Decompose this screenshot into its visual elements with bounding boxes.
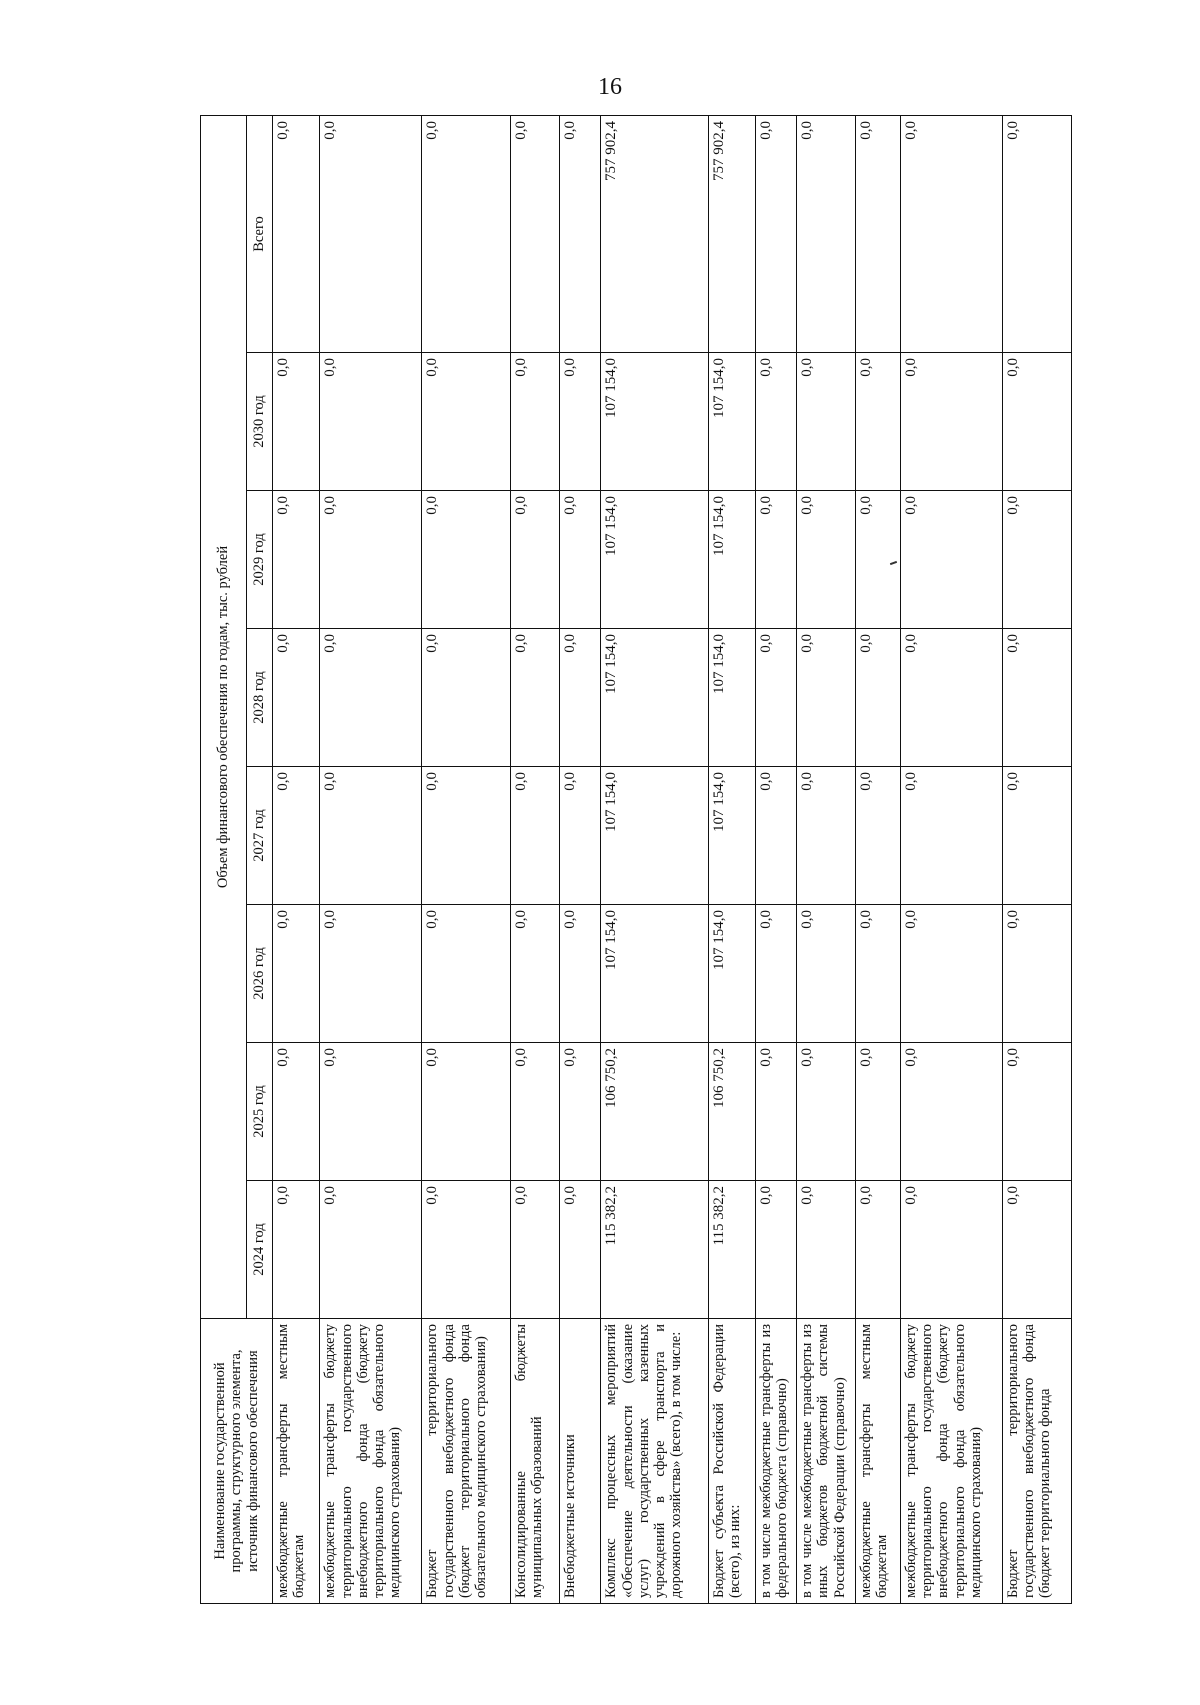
value-cell: 0,0: [422, 115, 511, 352]
value-cell: 107 154,0: [708, 353, 755, 491]
value-cell: 106 750,2: [708, 1043, 755, 1181]
table-row: [320, 115, 422, 1603]
value-cell: 0,0: [1002, 1181, 1071, 1319]
value-cell: 107 154,0: [601, 629, 708, 767]
row-label: Бюджет субъекта Российской Федерации (всего), из них:: [708, 1319, 755, 1604]
value-cell: 0,0: [855, 767, 900, 905]
value-cell: 0,0: [560, 491, 601, 629]
value-cell: 0,0: [855, 1181, 900, 1319]
value-cell: 0,0: [1002, 491, 1071, 629]
table-row: [273, 115, 320, 1603]
row-label: в том числе межбюджетные трансферты из федерального бюджета (справочно): [755, 1319, 796, 1604]
value-cell: 107 154,0: [708, 767, 755, 905]
value-cell: 107 154,0: [708, 905, 755, 1043]
value-cell: 0,0: [422, 353, 511, 491]
value-cell: 0,0: [755, 629, 796, 767]
table-body: [273, 115, 1072, 1603]
value-cell: 0,0: [797, 115, 856, 352]
value-cell: 0,0: [560, 353, 601, 491]
value-cell: 0,0: [855, 905, 900, 1043]
value-cell: 0,0: [320, 905, 422, 1043]
row-label: Консолидированные бюджеты муниципальных образований: [510, 1319, 559, 1604]
value-cell: 107 154,0: [601, 767, 708, 905]
value-cell: 0,0: [320, 491, 422, 629]
header-name: Наименование государственной программы, структурного элемента, источник финансового обеспечения: [201, 1319, 273, 1604]
row-label: межбюджетные трансферты местным бюджетам: [273, 1319, 320, 1604]
value-cell: 757 902,4: [708, 115, 755, 352]
value-cell: 0,0: [273, 905, 320, 1043]
value-cell: 0,0: [273, 1181, 320, 1319]
value-cell: 0,0: [510, 115, 559, 352]
value-cell: 0,0: [755, 491, 796, 629]
value-cell: 0,0: [755, 1181, 796, 1319]
value-cell: 0,0: [797, 1043, 856, 1181]
value-cell: 0,0: [422, 1181, 511, 1319]
value-cell: 0,0: [510, 905, 559, 1043]
value-cell: 0,0: [560, 115, 601, 352]
value-cell: 0,0: [320, 629, 422, 767]
value-cell: 107 154,0: [708, 491, 755, 629]
col-header-2024: 2024 год: [247, 1181, 273, 1319]
value-cell: 107 154,0: [601, 905, 708, 1043]
value-cell: 0,0: [320, 767, 422, 905]
value-cell: 0,0: [755, 905, 796, 1043]
value-cell: 0,0: [422, 1043, 511, 1181]
value-cell: 0,0: [855, 1043, 900, 1181]
value-cell: 0,0: [901, 1043, 1003, 1181]
value-cell: 107 154,0: [601, 491, 708, 629]
table-row: [422, 115, 511, 1603]
value-cell: 0,0: [1002, 1043, 1071, 1181]
value-cell: 0,0: [901, 353, 1003, 491]
row-label: Бюджет территориального государственного внебюджетного фонда (бюджет территориального фонда: [1002, 1319, 1071, 1604]
value-cell: 0,0: [755, 767, 796, 905]
value-cell: 0,0: [273, 491, 320, 629]
value-cell: 0,0: [797, 1181, 856, 1319]
col-header-2030: 2030 год: [247, 353, 273, 491]
value-cell: 0,0: [855, 629, 900, 767]
value-cell: 0,0: [320, 115, 422, 352]
value-cell: 0,0: [273, 115, 320, 352]
value-cell: 0,0: [422, 491, 511, 629]
table-row: [797, 115, 856, 1603]
value-cell: 115 382,2: [708, 1181, 755, 1319]
value-cell: 0,0: [901, 629, 1003, 767]
value-cell: 0,0: [510, 1181, 559, 1319]
col-header-total: Всего: [247, 115, 273, 352]
value-cell: 0,0: [755, 115, 796, 352]
value-cell: 106 750,2: [601, 1043, 708, 1181]
value-cell: 0,0: [1002, 629, 1071, 767]
table-row: [755, 115, 796, 1603]
value-cell: 0,0: [510, 767, 559, 905]
value-cell: 0,0: [855, 491, 900, 629]
value-cell: 0,0: [510, 629, 559, 767]
value-cell: 0,0: [422, 905, 511, 1043]
value-cell: 0,0: [320, 1043, 422, 1181]
row-label: межбюджетные трансферты местным бюджетам: [855, 1319, 900, 1604]
row-label: Внебюджетные источники: [560, 1319, 601, 1604]
row-label: Бюджет территориального государственного внебюджетного фонда (бюджет территориального фонда обязательного медицинского страхования): [422, 1319, 511, 1604]
value-cell: 0,0: [855, 115, 900, 352]
row-label: в том числе межбюджетные трансферты из иных бюджетов бюджетной системы Российской Федерации (справочно): [797, 1319, 856, 1604]
value-cell: 0,0: [510, 491, 559, 629]
value-cell: 0,0: [273, 353, 320, 491]
col-header-2026: 2026 год: [247, 905, 273, 1043]
value-cell: 757 902,4: [601, 115, 708, 352]
table-row: [855, 115, 900, 1603]
value-cell: 0,0: [510, 353, 559, 491]
row-label: межбюджетные трансферты бюджету территориального государственного внебюджетного фонда (бюджету территориального фонда обязательного медицинского страхования): [901, 1319, 1003, 1604]
value-cell: 0,0: [560, 905, 601, 1043]
value-cell: 0,0: [422, 629, 511, 767]
value-cell: 0,0: [901, 905, 1003, 1043]
col-header-2027: 2027 год: [247, 767, 273, 905]
value-cell: 0,0: [560, 1043, 601, 1181]
value-cell: 0,0: [1002, 905, 1071, 1043]
value-cell: 0,0: [797, 353, 856, 491]
value-cell: 0,0: [510, 1043, 559, 1181]
value-cell: 0,0: [320, 353, 422, 491]
col-header-2029: 2029 год: [247, 491, 273, 629]
value-cell: 0,0: [755, 1043, 796, 1181]
col-header-2025: 2025 год: [247, 1043, 273, 1181]
value-cell: 0,0: [273, 1043, 320, 1181]
value-cell: 0,0: [1002, 767, 1071, 905]
col-header-2028: 2028 год: [247, 629, 273, 767]
value-cell: 0,0: [755, 353, 796, 491]
table-row: [601, 115, 708, 1603]
value-cell: 0,0: [273, 767, 320, 905]
header-group: Объем финансового обеспечения по годам, тыс. рублей: [201, 115, 247, 1318]
value-cell: 0,0: [797, 491, 856, 629]
table-row: [901, 115, 1003, 1603]
value-cell: 0,0: [1002, 115, 1071, 352]
value-cell: 0,0: [1002, 353, 1071, 491]
value-cell: 0,0: [901, 1181, 1003, 1319]
table-row: [1002, 115, 1071, 1603]
value-cell: 0,0: [901, 767, 1003, 905]
page-number: 16: [598, 74, 622, 100]
value-cell: 0,0: [422, 767, 511, 905]
value-cell: 0,0: [273, 629, 320, 767]
table-row: [560, 115, 601, 1603]
row-label: межбюджетные трансферты бюджету территориального государственного внебюджетного фонда (бюджету территориального фонда обязательного медицинского страхования): [320, 1319, 422, 1604]
financing-table: [200, 115, 1072, 1604]
value-cell: 0,0: [560, 629, 601, 767]
value-cell: 0,0: [560, 767, 601, 905]
value-cell: 107 154,0: [708, 629, 755, 767]
value-cell: 0,0: [855, 353, 900, 491]
value-cell: 0,0: [560, 1181, 601, 1319]
value-cell: 107 154,0: [601, 353, 708, 491]
value-cell: 0,0: [797, 905, 856, 1043]
table-row: [708, 115, 755, 1603]
value-cell: 0,0: [901, 115, 1003, 352]
value-cell: 0,0: [797, 767, 856, 905]
table-row: [510, 115, 559, 1603]
value-cell: 0,0: [901, 491, 1003, 629]
value-cell: 115 382,2: [601, 1181, 708, 1319]
row-label: Комплекс процессных мероприятий «Обеспечение деятельности (оказание услуг) государственных казенных учреждений в сфере транспорта и дорожного хозяйства» (всего), в том числе:: [601, 1319, 708, 1604]
value-cell: 0,0: [320, 1181, 422, 1319]
table-container: [200, 116, 1072, 1604]
value-cell: 0,0: [797, 629, 856, 767]
